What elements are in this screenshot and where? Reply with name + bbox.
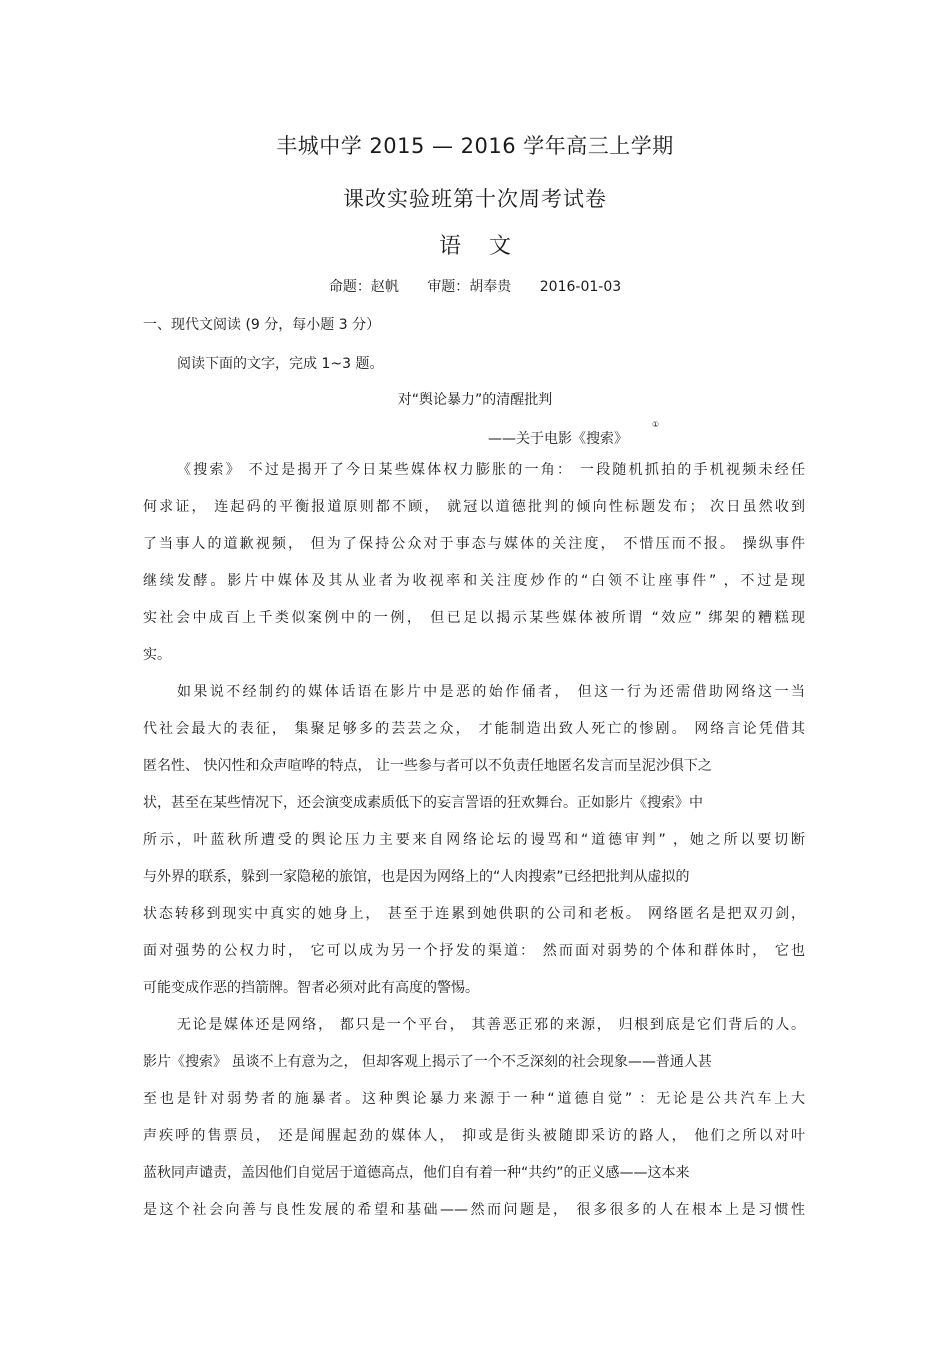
section-instruction: 阅读下面的文字，完成 1~3 题。 — [177, 356, 384, 372]
exam-title-line1: 丰城中学 2015 — 2016 学年高三上学期 — [276, 134, 674, 158]
article-line: 《搜索》 不过是揭开了今日某些媒体权力膨胀的一角： 一段随机抓拍的手机视频未经任 — [177, 462, 805, 478]
article-line: 无论是媒体还是网络， 都只是一个平台， 其善恶正邪的来源， 归根到底是它们背后的人。 — [177, 1017, 805, 1033]
exam-subject: 语文 — [438, 234, 539, 259]
footnote-mark: ① — [652, 420, 660, 430]
exam-meta — [0, 276, 950, 296]
article-line: 面对强势的公权力时， 它可以成为另一个抒发的渠道： 然而面对弱势的个体和群体时， 它也 — [143, 943, 805, 959]
article-line: 何求证， 连起码的平衡报道原则都不顾， 就冠以道德批判的倾向性标题发布； 次日虽然收到 — [143, 499, 805, 515]
article-line: 影片《搜索》 虽谈不上有意为之， 但却客观上揭示了一个不乏深刻的社会现象——普通人甚 — [143, 1054, 712, 1070]
article-line: 了当事人的道歉视频， 但为了保持公众对于事态与媒体的关注度， 不惜压而不报。 操纵事件 — [143, 536, 805, 552]
article-line: 实社会中成百上千类似案例中的一例， 但已足以揭示某些媒体被所谓 “效应” 绑架的糟糕现 — [143, 610, 805, 626]
article-line: 继续发酵。影片中媒体及其从业者为收视率和关注度炒作的“白领不让座事件” ，不过是现 — [143, 573, 805, 589]
meta-reviewer: 审题：胡奉贵 — [427, 279, 512, 295]
article-line: 是这个社会向善与良性发展的希望和基础——然而问题是， 很多很多的人在根本上是习惯性 — [143, 1202, 805, 1218]
article-subtitle — [488, 420, 660, 448]
article-line: 可能变成作恶的挡箭牌。智者必须对此有高度的警惕。 — [143, 980, 479, 996]
section-heading: 一、现代文阅读 (9 分，每小题 3 分） — [143, 317, 381, 333]
article-title: 对“舆论暴力”的清醒批判 — [397, 392, 553, 408]
article-line: 声疾呼的售票员， 还是闻腥起劲的媒体人， 抑或是街头被随即采访的路人， 他们之所以对叶 — [143, 1128, 805, 1144]
article-line: 状，甚至在某些情况下，还会演变成素质低下的妄言詈语的狂欢舞台。正如影片《搜索》中 — [143, 795, 703, 811]
article-body — [143, 458, 805, 1235]
article-line: 蓝秋同声谴责，盖因他们自觉居于道德高点，他们自有着一种“共约”的正义感——这本来 — [143, 1165, 690, 1181]
meta-date: 2016-01-03 — [539, 279, 622, 295]
article-line: 所示，叶蓝秋所遭受的舆论压力主要来自网络论坛的谩骂和“道德审判” ，她之所以要切断 — [143, 832, 805, 848]
exam-title-line2: 课改实验班第十次周考试卷 — [343, 187, 607, 211]
meta-author: 命题：赵帆 — [328, 279, 399, 295]
article-line: 状态转移到现实中真实的她身上， 甚至于连累到她供职的公司和老板。 网络匿名是把双刃剑， — [143, 906, 805, 922]
article-line: 如果说不经制约的媒体话语在影片中是恶的始作俑者， 但这一行为还需借助网络这一当 — [177, 684, 805, 700]
article-subtitle-text: ——关于电影《搜索》 — [488, 431, 628, 447]
article-line: 至也是针对弱势者的施暴者。这种舆论暴力来源于一种“道德自觉” ：无论是公共汽车上大 — [143, 1091, 805, 1107]
article-line: 匿名性、 快闪性和众声喧哗的特点， 让一些参与者可以不负责任地匿名发言而呈泥沙俱下之 — [143, 758, 712, 774]
article-line: 与外界的联系，躲到一家隐秘的旅馆，也是因为网络上的“人肉搜索”已经把批判从虚拟的 — [143, 869, 690, 885]
article-line: 代社会最大的表征， 集聚足够多的芸芸之众， 才能制造出致人死亡的惨剧。 网络言论凭借其 — [143, 721, 805, 737]
article-line: 实。 — [143, 647, 171, 663]
